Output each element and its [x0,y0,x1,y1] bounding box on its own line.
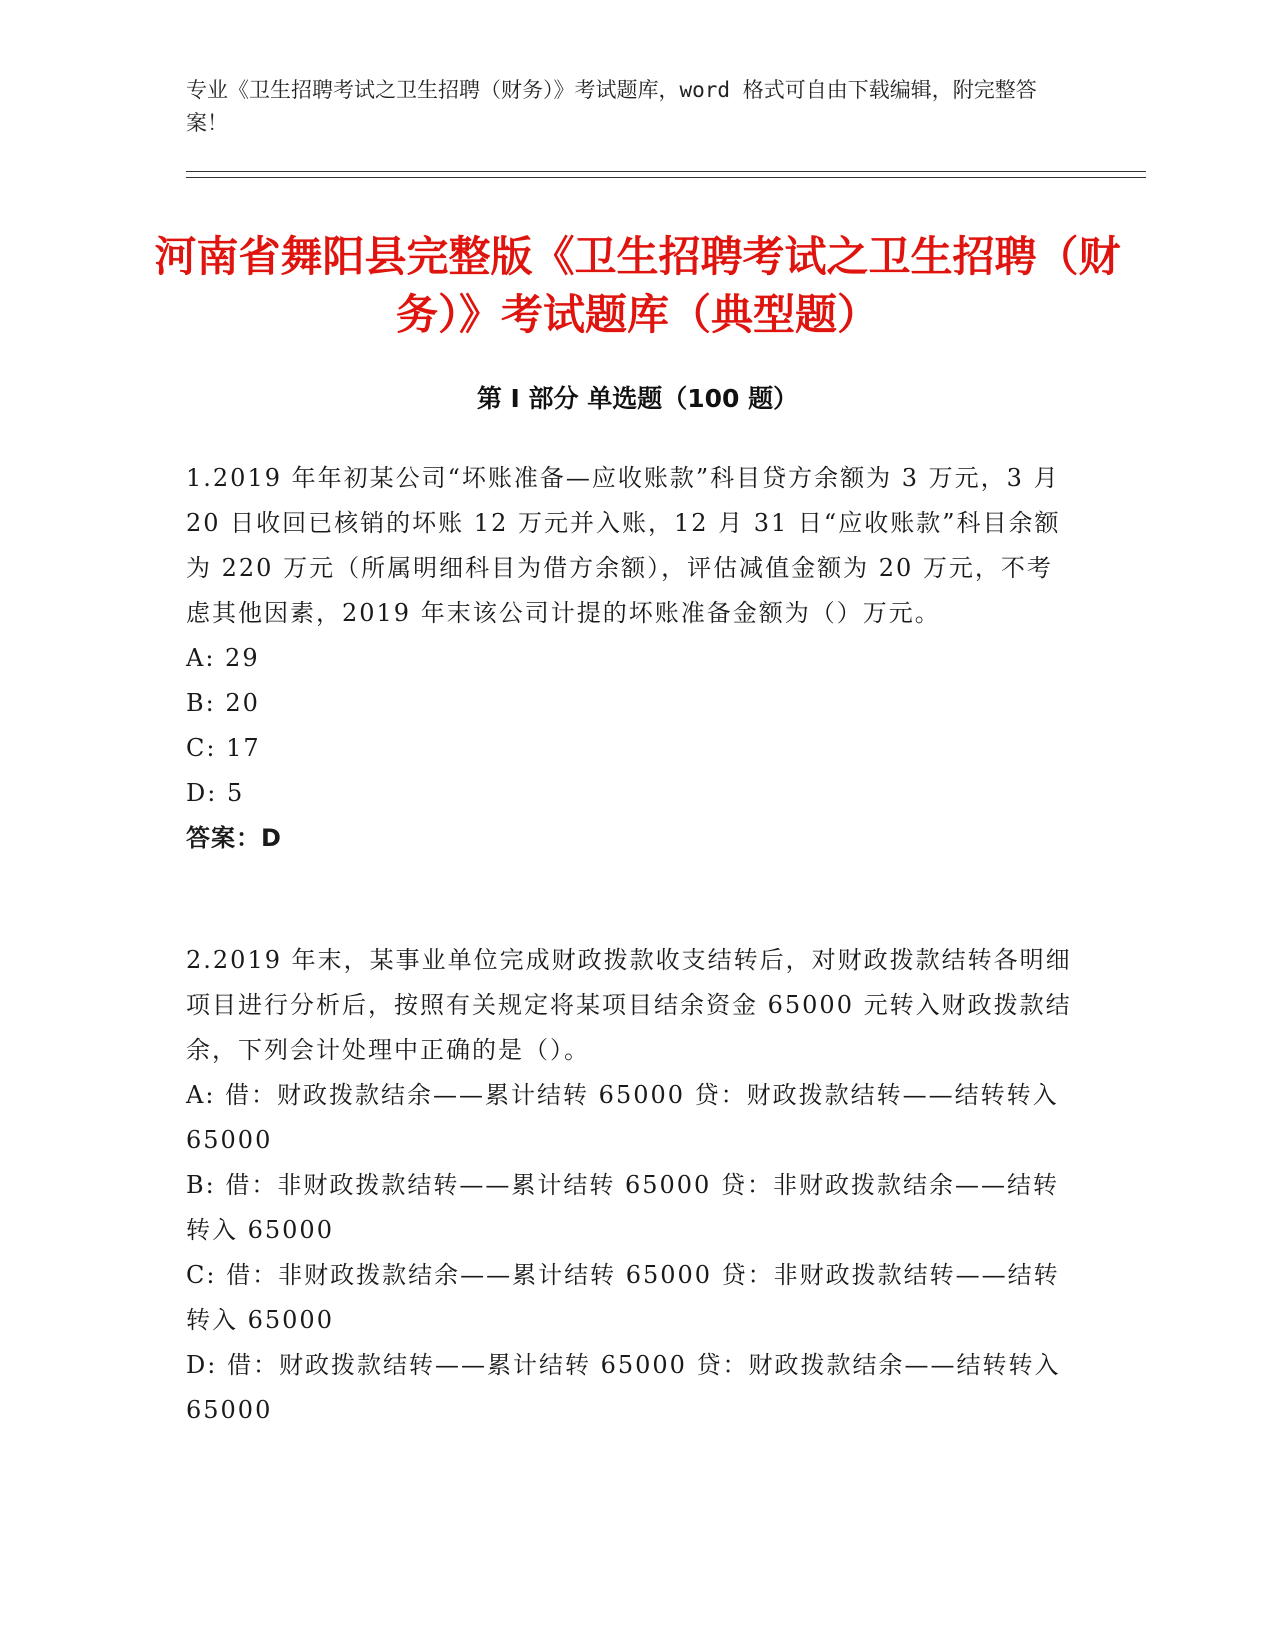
question-1-option-d: D: 5 [186,779,245,807]
section-heading: 第 I 部分 单选题（100 题） [476,384,799,413]
document-title: 河南省舞阳县完整版《卫生招聘考试之卫生招聘（财务）》考试题库（典型题） [154,232,1121,339]
question-2-option-b: B: 借：非财政拨款结转——累计结转 65000 贷：非财政拨款结余——结转转入 65000 [186,1171,1059,1244]
header-rule-top [186,171,1146,172]
question-1-option-c: C: 17 [186,734,261,762]
question-2-option-a: A: 借：财政拨款结余——累计结转 65000 贷：财政拨款结转——结转转入 65000 [186,1081,1059,1154]
question-1-stem: 1.2019 年年初某公司“坏账准备—应收账款”科目贷方余额为 3 万元，3 月 20 日收回已核销的坏账 12 万元并入账，12 月 31 日“应收账款”科目余额为 220 万元（所属明细科目为借方余额），评估减值金额为 20 万元，不考虑其他因素，2019 年末该公司计提的坏账准备金额为（）万元。 [186,464,1061,627]
header-note: 专业《卫生招聘考试之卫生招聘（财务）》考试题库，word 格式可自由下载编辑，附完整答案！ [186,78,1037,135]
question-1-option-b: B: 20 [186,689,260,717]
header-rule-bottom [186,177,1146,178]
question-1 [186,456,1076,861]
question-2-option-c: C: 借：非财政拨款结余——累计结转 65000 贷：非财政拨款结转——结转转入 65000 [186,1261,1060,1334]
question-2 [186,938,1076,1433]
question-1-answer: 答案：D [186,824,282,852]
question-2-stem: 2.2019 年末，某事业单位完成财政拨款收支结转后，对财政拨款结转各明细项目进行分析后，按照有关规定将某项目结余资金 65000 元转入财政拨款结余，下列会计处理中正确的是（）。 [186,946,1072,1064]
question-2-option-d: D: 借：财政拨款结转——累计结转 65000 贷：财政拨款结余——结转转入 65000 [186,1351,1061,1424]
question-1-option-a: A: 29 [186,644,260,672]
